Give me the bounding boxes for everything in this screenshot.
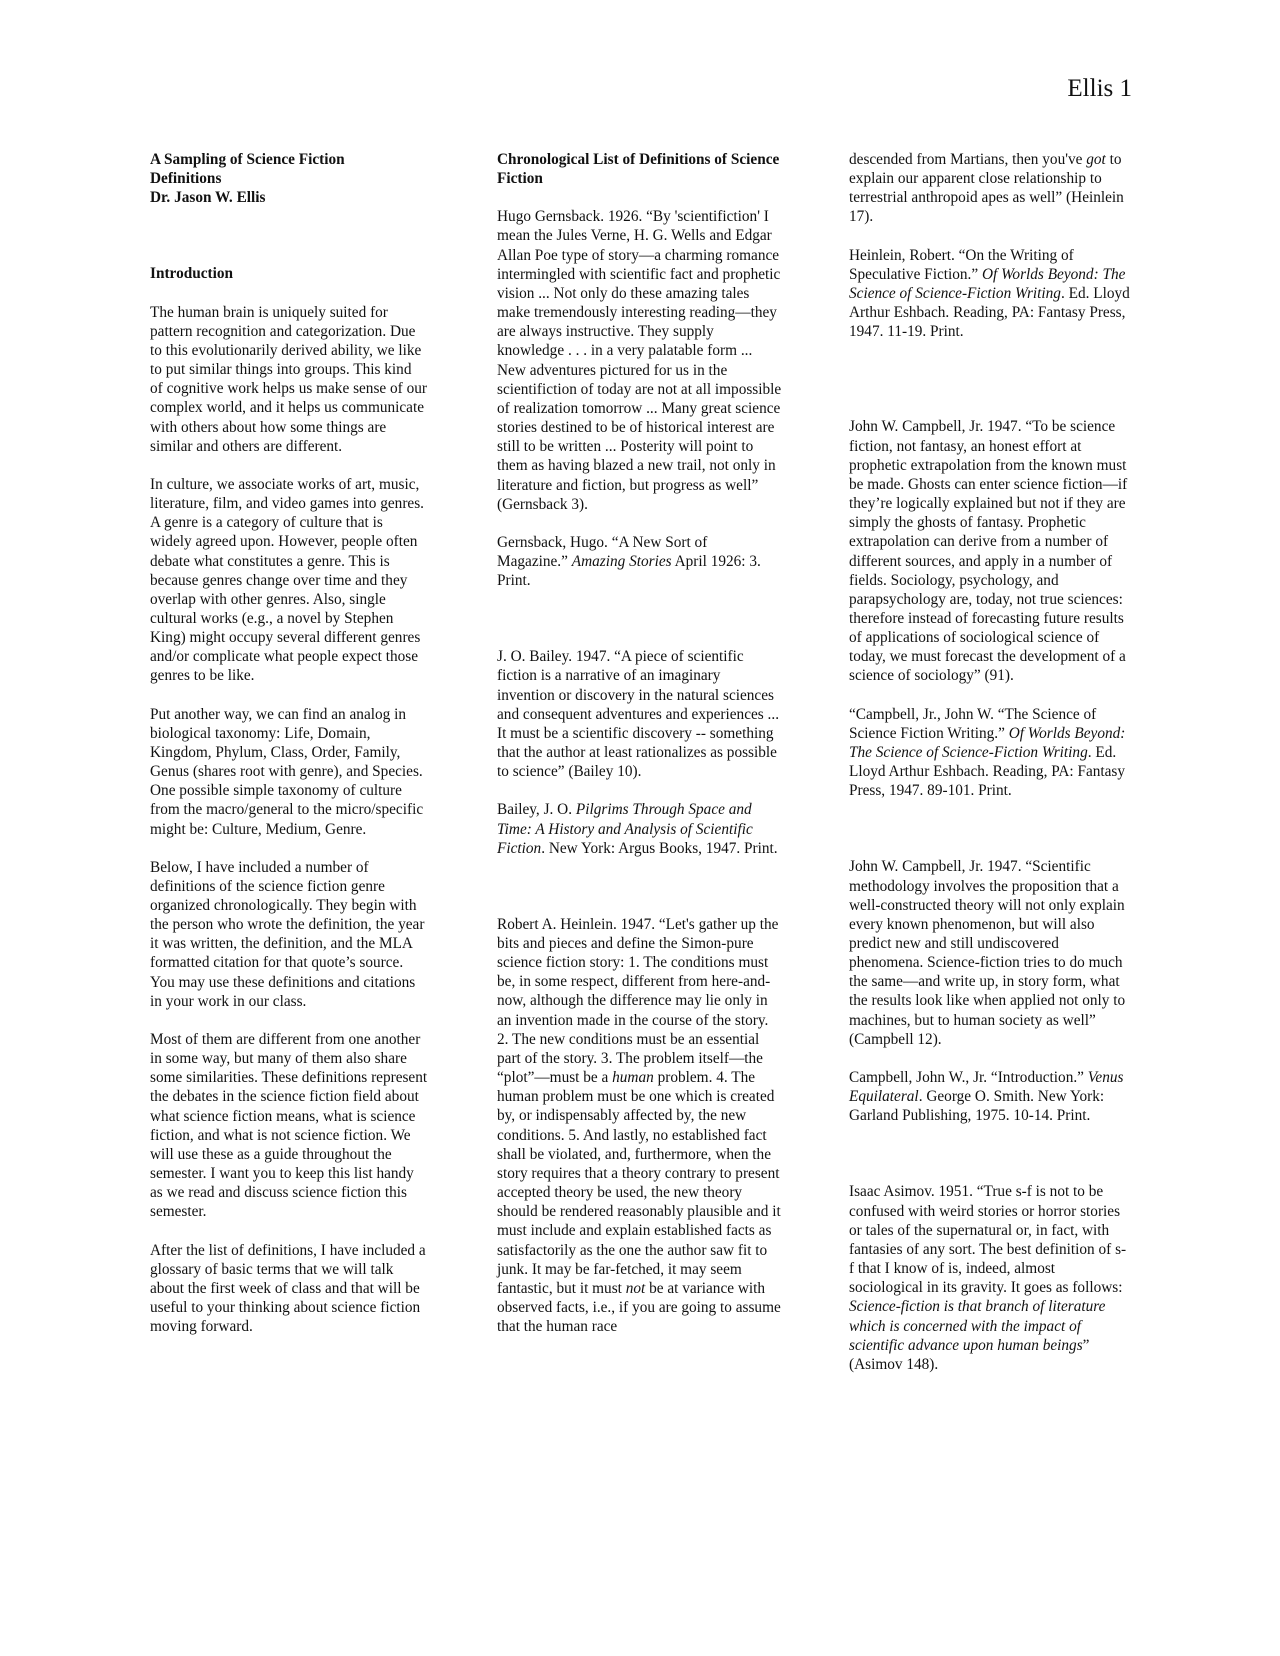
column-1	[150, 150, 428, 1336]
intro-paragraph: After the list of definitions, I have included a glossary of basic terms that we will talk about the first week of class and that will be useful to your thinking about science fiction moving forward.	[150, 1241, 426, 1336]
chronological-list-heading: Chronological List of Definitions of Science Fiction	[497, 151, 780, 188]
intro-paragraph: Put another way, we can find an analog in biological taxonomy: Life, Domain, Kingdom, Phylum, Class, Order, Family, Genus (shares root with genre), and Species. One possible simple taxonomy of culture from the macro/general to the micro/specific might be: Culture, Medium, Genre.	[150, 705, 424, 838]
definition-campbell-1947-b: John W. Campbell, Jr. 1947. “Scientific methodology involves the proposition that a well-constructed theory will not only explain every known phenomenon, but will also predict new and still undiscovered phenomena. Science-fiction tries to do much the same—and write up, in story form, what the results look like when applied not only to machines, but to human society as well” (Campbell 12).	[849, 858, 1126, 1048]
author-line: Dr. Jason W. Ellis	[150, 189, 266, 207]
definition-gernsback: Hugo Gernsback. 1926. “By 'scientifiction' I mean the Jules Verne, H. G. Wells and Edgar Allan Poe type of story—a charming romance intermingled with scientific fact and prophetic vision ... Not only do these amazing tales make tremendously interesting reading—they are always instructive. They supply knowledge . . . in a very palatable form ... New adventures pictured for us in the scientifiction of today are not at all impossible of realization tomorrow ... Many great science stories destined to be of historical interest are still to be written ... Posterity will point to them as having blazed a new trail, not only in literature and fiction, but progress as well” (Gernsback 3).	[497, 208, 782, 513]
column-2	[497, 150, 782, 1336]
definition-heinlein: Robert A. Heinlein. 1947. “Let's gather up the bits and pieces and define the Simon-pure science fiction story: 1. The conditions must be, in some respect, different from here-and-now, although the difference may lie only in an invention made in the course of the story. 2. The new conditions must be an essential part of the story. 3. The problem itself—the “plot”—must be a human problem. 4. The human problem must be one which is created by, or indispensably affected by, the new conditions. 5. And lastly, no established fact shall be violated, and, furthermore, when the story requires that a theory contrary to present accepted theory be used, the new theory should be rendered reasonably plausible and it must include and explain established facts as satisfactorily as the one the author saw fit to junk. It may be far-fetched, it may seem fantastic, but it must not be at variance with observed facts, i.e., if you are going to assume that the human race	[497, 915, 781, 1336]
intro-paragraph: Most of them are different from one another in some way, but many of them also share some similarities. These definitions represent the debates in the science fiction field about what science fiction means, what is science fiction, and what is not science fiction. We will use these as a guide throughout the semester. I want you to keep this list handy as we read and discuss science fiction this semester.	[150, 1030, 428, 1221]
definition-bailey: J. O. Bailey. 1947. “A piece of scientific fiction is a narrative of an imaginary invention or discovery in the natural sciences and consequent adventures and experiences ... It must be a scientific discovery -- something that the author at least rationalizes as possible to science” (Bailey 10).	[497, 648, 780, 781]
intro-paragraph: In culture, we associate works of art, music, literature, film, and video games into genres. A genre is a category of culture that is widely agreed upon. However, people often debate what constitutes a genre. This is because genres change over time and they overlap with other genres. Also, single cultural works (e.g., a novel by Stephen King) might occupy several different genres and/or complicate what people expect those genres to be like.	[150, 475, 424, 685]
definition-campbell-1947-a: John W. Campbell, Jr. 1947. “To be science fiction, not fantasy, an honest effort at prophetic extrapolation from the known must be made. Ghosts can enter science fiction—if they’re logically explained but not if they are simply the ghosts of fantasy. Prophetic extrapolation can derive from a number of different sources, and apply in a number of fields. Sociology, psychology, and parapsychology are, today, not true sciences: therefore instead of forecasting future results of applications of sociological science of today, we must forecast the development of a science of sociology” (91).	[849, 418, 1128, 685]
definition-asimov: Isaac Asimov. 1951. “True s-f is not to be confused with weird stories or horror stories or tales of the supernatural or, in fact, with fantasies of any sort. The best definition of s-f that I know of is, indeed, almost sociological in its gravity. It goes as follows: Science-fiction is that branch of literature which is concerned with the impact of scientific advance upon human beings” (Asimov 148).	[849, 1183, 1127, 1373]
title-line: A Sampling of Science Fiction	[150, 151, 345, 168]
intro-paragraph: The human brain is uniquely suited for pattern recognition and categorization. Due to this evolutionarily derived ability, we like to put similar things into groups. This kind of cognitive work helps us make sense of our complex world, and it helps us communicate with others about how some things are similar and others are different.	[150, 303, 427, 455]
page-header-label: Ellis 1	[1067, 75, 1132, 102]
citation-bailey: Bailey, J. O. Pilgrims Through Space and Time: A History and Analysis of Scientific Fiction. New York: Argus Books, 1947. Print.	[497, 801, 778, 857]
column-3	[849, 150, 1131, 1374]
citation-gernsback: Gernsback, Hugo. “A New Sort of Magazine.” Amazing Stories April 1926: 3. Print.	[497, 533, 761, 590]
title-line: Definitions	[150, 170, 222, 188]
citation-heinlein: Heinlein, Robert. “On the Writing of Speculative Fiction.” Of Worlds Beyond: The Science of Science-Fiction Writing. Ed. Lloyd Arthur Eshbach. Reading, PA: Fantasy Press, 1947. 11-19. Print.	[849, 246, 1130, 341]
document-title	[150, 150, 428, 207]
introduction-heading: Introduction	[150, 265, 234, 283]
citation-campbell-1975: Campbell, John W., Jr. “Introduction.” Venus Equilateral. George O. Smith. New York: Garland Publishing, 1975. 10-14. Print.	[849, 1068, 1124, 1125]
definition-heinlein-continued: descended from Martians, then you've got to explain our apparent close relationship to terrestrial anthropoid apes as well” (Heinlein 17).	[849, 151, 1124, 226]
intro-paragraph: Below, I have included a number of definitions of the science fiction genre organized chronologically. They begin with the person who wrote the definition, the year it was written, the definition, and the MLA formatted citation for that quote’s source. You may use these definitions and citations in your work in our class.	[150, 858, 425, 1010]
citation-campbell-1947-a: “Campbell, Jr., John W. “The Science of Science Fiction Writing.” Of Worlds Beyond: The Science of Science-Fiction Writing. Ed. Lloyd Arthur Eshbach. Reading, PA: Fantasy Press, 1947. 89-101. Print.	[849, 705, 1126, 800]
